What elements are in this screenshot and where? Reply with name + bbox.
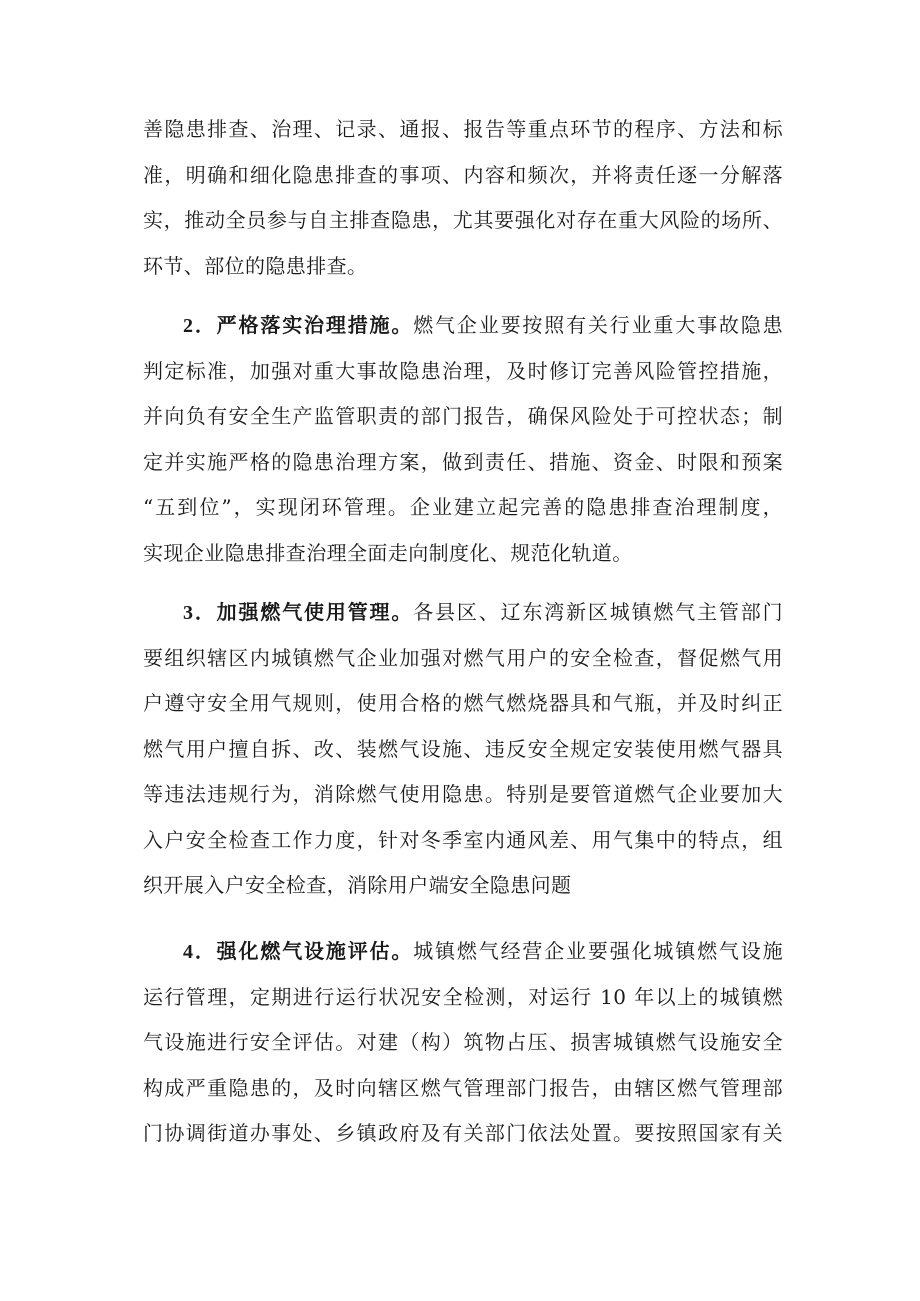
text-line: 燃气用户擅自拆、改、装燃气设施、违反安全规定安装使用燃气器具 — [143, 736, 783, 761]
text-line: 要组织辖区内城镇燃气企业加强对燃气用户的安全检查，督促燃气用 — [143, 645, 783, 670]
text-run: 各县区、辽东湾新区城镇燃气主管部门 — [413, 600, 783, 624]
text-line: 门协调街道办事处、乡镇政府及有关部门依法处置。要按照国家有关 — [143, 1121, 783, 1145]
text-run: 城镇燃气经营企业要强化城镇燃气设施 — [413, 939, 783, 963]
text-line: 气设施进行安全评估。对建（构）筑物占压、损害城镇燃气设施安全 — [143, 1030, 783, 1054]
item-heading: ．严格落实治理措施。 — [193, 313, 414, 337]
text-line: 并向负有安全生产监管职责的部门报告，确保风险处于可控状态；制 — [143, 404, 783, 428]
text-line: 准，明确和细化隐患排查的事项、内容和频次，并将责任逐一分解落 — [143, 162, 783, 187]
item-heading: ．强化燃气设施评估。 — [193, 939, 414, 963]
text-line — [143, 929, 783, 975]
text-run: 燃气企业要按照有关行业重大事故隐患 — [413, 313, 783, 337]
text-line: 实，推动全员参与自主排查隐患，尤其要强化对存在重大风险的场所、 — [143, 208, 783, 232]
text-line: 定并实施严格的隐患治理方案，做到责任、措施、资金、时限和预案 — [143, 449, 783, 474]
paragraph-item-4 — [143, 929, 783, 1157]
text-line: 实现企业隐患排查治理全面走向制度化、规范化轨道。 — [143, 540, 633, 565]
text-line: 环节、部位的隐患排查。 — [143, 253, 368, 278]
item-number: 4 — [183, 941, 194, 963]
paragraph-item-3 — [143, 590, 783, 909]
text-line: 等违法违规行为，消除燃气使用隐患。特别是要管道燃气企业要加大 — [143, 782, 783, 806]
text-line: 户遵守安全用气规则，使用合格的燃气燃烧器具和气瓶，并及时纠正 — [143, 691, 783, 715]
text-line: 织开展入户安全检查，消除用户端安全隐患问题 — [143, 873, 572, 897]
text-line — [143, 590, 783, 636]
text-line: 运行管理，定期进行运行状况安全检测，对运行 10 年以上的城镇燃 — [143, 984, 783, 1009]
text-line: 入户安全检查工作力度，针对冬季室内通风差、用气集中的特点，组 — [143, 827, 783, 852]
item-number: 2 — [183, 315, 194, 337]
text-line: 判定标准，加强对重大事故隐患治理，及时修订完善风险管控措施， — [143, 358, 783, 383]
text-line: 善隐患排查、治理、记录、通报、报告等重点环节的程序、方法和标 — [143, 117, 783, 141]
text-line — [143, 303, 783, 349]
text-line: 构成严重隐患的，及时向辖区燃气管理部门报告，由辖区燃气管理部 — [143, 1075, 783, 1100]
item-heading: ．加强燃气使用管理。 — [193, 600, 414, 624]
paragraph-item-2 — [143, 303, 783, 576]
text-line: “五到位”，实现闭环管理。企业建立起完善的隐患排查治理制度， — [143, 495, 783, 519]
paragraph-continuation — [143, 107, 783, 289]
item-number: 3 — [183, 602, 194, 624]
